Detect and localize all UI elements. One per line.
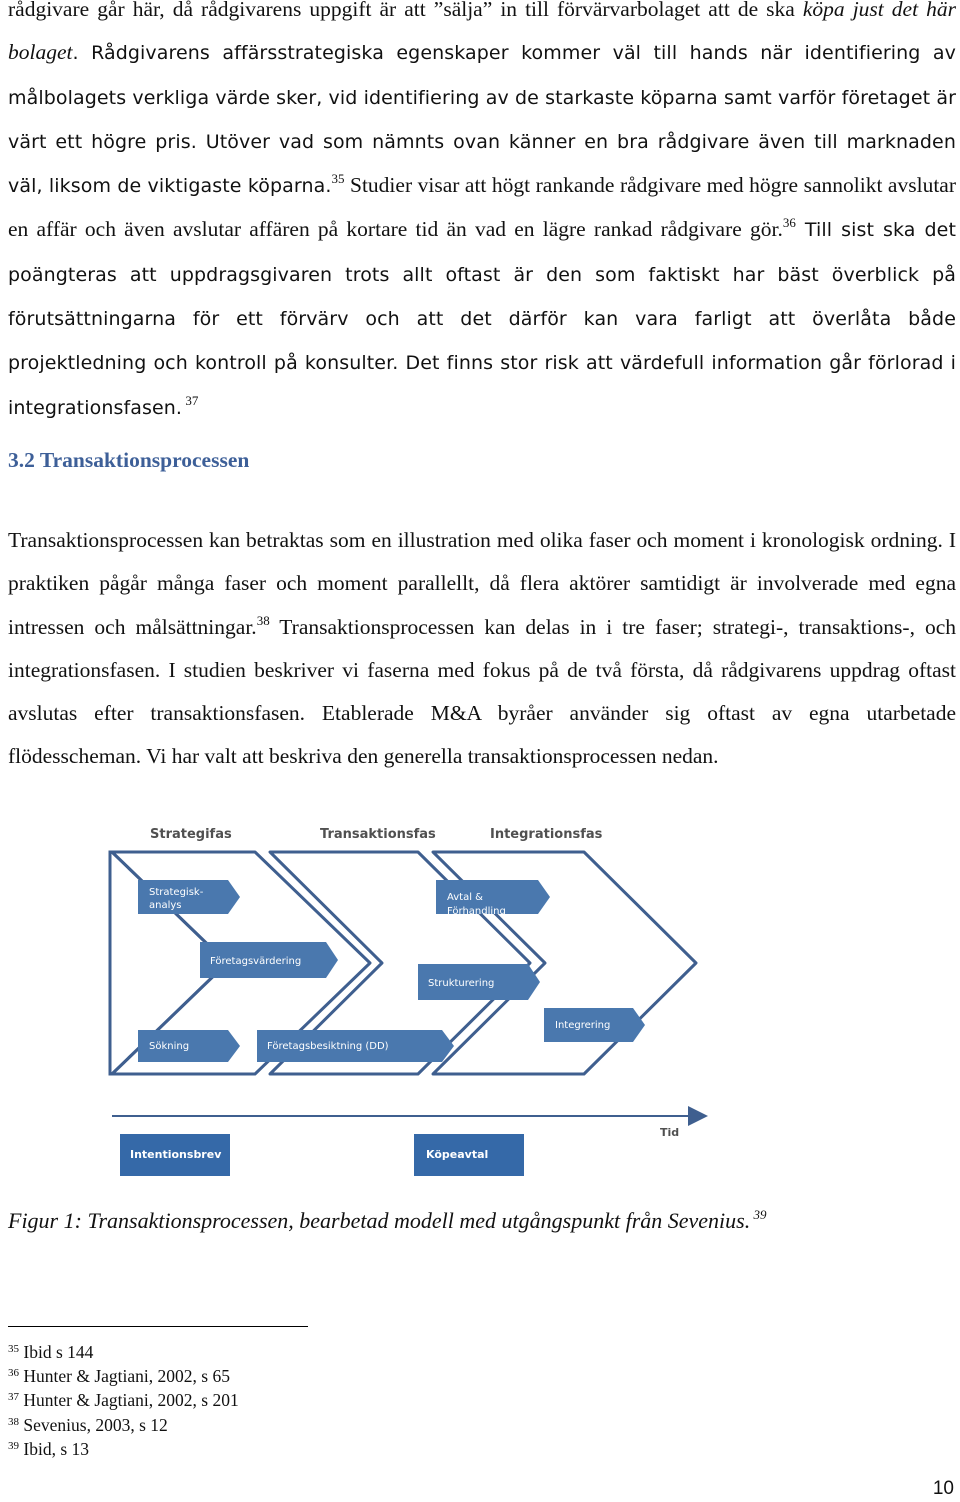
footnote-ref-37: 37 — [182, 392, 199, 408]
box-foretagsvardering — [200, 942, 338, 978]
time-axis-label: Tid — [660, 1126, 680, 1139]
section-text-part-2: Transaktionsprocessen kan delas in i tre faser; strategi-, transaktions-, och integrationsfasen. I studien beskriver vi faserna med fokus på de två första, då rådgivarens uppdrag oftast avslutas efter transaktionsfasen. Etablerade M&A byråer använder sig oftast av egna utarbetade flödesscheman. Vi har valt att beskriva den generella transaktionsprocessen nedan. — [8, 614, 956, 769]
svg-text:Företagsvärdering: Företagsvärdering — [210, 956, 302, 967]
transaction-process-diagram — [100, 818, 720, 1198]
text-segment-finally: Till sist ska det poängteras att uppdragsgivaren trots allt oftast är den som faktiskt har bäst överblick på förutsättningarna för ett förvärv och att det därför kan vara farligt att överlåta både projektledning och kontroll på konsulter. Det finns stor risk att värdefull information går förlorad i integrationsfasen. — [8, 219, 956, 419]
footnote-item: $^{37}$ Hunter & Jagtiani, 2002, s 201 — [8, 1390, 239, 1411]
footnote-item: $^{36}$ Hunter & Jagtiani, 2002, s 65 — [8, 1366, 230, 1387]
text-segment-advisor: . Rådgivarens affärsstrategiska egenskaper kommer väl till hands när identifiering av målbolagets verkliga värde sker, vid identifiering av de starkaste köparna samt varför företaget är värt ett högre pris. Utöver vad som nämnts ovan känner en bra rådgivare även till marknaden väl, liksom de viktigaste köparna.$^{35}$ — [8, 42, 956, 198]
italic-phrase: köpa just det här bolaget — [8, 0, 956, 65]
phase-title-integration: Integrationsfas — [490, 827, 603, 842]
box-sokning — [138, 1030, 240, 1062]
phase-title-transaktion: Transaktionsfas — [320, 827, 436, 842]
box-strukturering — [418, 964, 540, 1000]
svg-text:Förhandling: Förhandling — [447, 906, 506, 917]
svg-text:Strukturering: Strukturering — [428, 978, 495, 989]
footnote-item: $^{38}$ Sevenius, 2003, s 12 — [8, 1414, 168, 1435]
svg-text:Intentionsbrev: Intentionsbrev — [130, 1148, 222, 1161]
milestone-kopeavtal — [414, 1134, 524, 1176]
footnote-item: $^{39}$ Ibid, s 13 — [8, 1438, 89, 1459]
milestone-intentionsbrev — [120, 1134, 230, 1176]
svg-text:Avtal &: Avtal & — [447, 892, 483, 903]
footnote-list — [8, 1340, 239, 1461]
box-strategisk-analys — [138, 880, 240, 914]
svg-text:Sökning: Sökning — [149, 1041, 190, 1052]
box-foretagsbesiktning — [257, 1030, 454, 1062]
footnote-ref-38: 38 — [256, 612, 270, 628]
svg-text:Integrering: Integrering — [555, 1020, 611, 1031]
body-paragraph-continued — [8, 0, 956, 430]
svg-text:analys: analys — [149, 900, 182, 911]
footnote-item: $^{35}$ Ibid s 144 — [8, 1342, 94, 1362]
footnote-ref-35: 35 — [331, 171, 345, 187]
section-text-part-1: Transaktionsprocessen kan betraktas som en illustration med olika faser och moment i kronologisk ordning. I praktiken pågår många faser och moment parallellt, då flera aktörer samtidigt är involverade med egna intressen och målsättningar. — [8, 528, 956, 639]
section-heading: 3.2 Transaktionsprocessen — [8, 448, 250, 472]
svg-text:Köpeavtal: Köpeavtal — [426, 1148, 489, 1161]
figure-caption: Figur 1: Transaktionsprocessen, bearbetad modell med utgångspunkt från Sevenius. $^{39}$ — [8, 1207, 767, 1233]
phase-title-strategi: Strategifas — [150, 827, 232, 842]
footnote-ref-39: 39 — [750, 1207, 767, 1222]
footnote-ref-36: 36 — [782, 215, 796, 231]
box-avtal-forhandling — [436, 880, 550, 917]
text-line-1: rådgivare går här, då rådgivarens uppgift är att ”sälja” in till förvärvarbolaget att de ska — [8, 0, 803, 21]
section-paragraph — [8, 519, 956, 779]
box-integrering — [544, 1008, 645, 1042]
text-segment-studies: Studier visar att högt rankande rådgivare med högre sannolikt avslutar en affär och även avslutar affären på kortare tid än vad en lägre rankad rådgivare gör. — [8, 173, 956, 242]
page-number: 10 — [932, 1478, 954, 1499]
svg-text:Strategisk-: Strategisk- — [149, 887, 204, 898]
svg-text:Företagsbesiktning (DD): Företagsbesiktning (DD) — [267, 1041, 389, 1052]
footnote-separator — [8, 1326, 308, 1327]
